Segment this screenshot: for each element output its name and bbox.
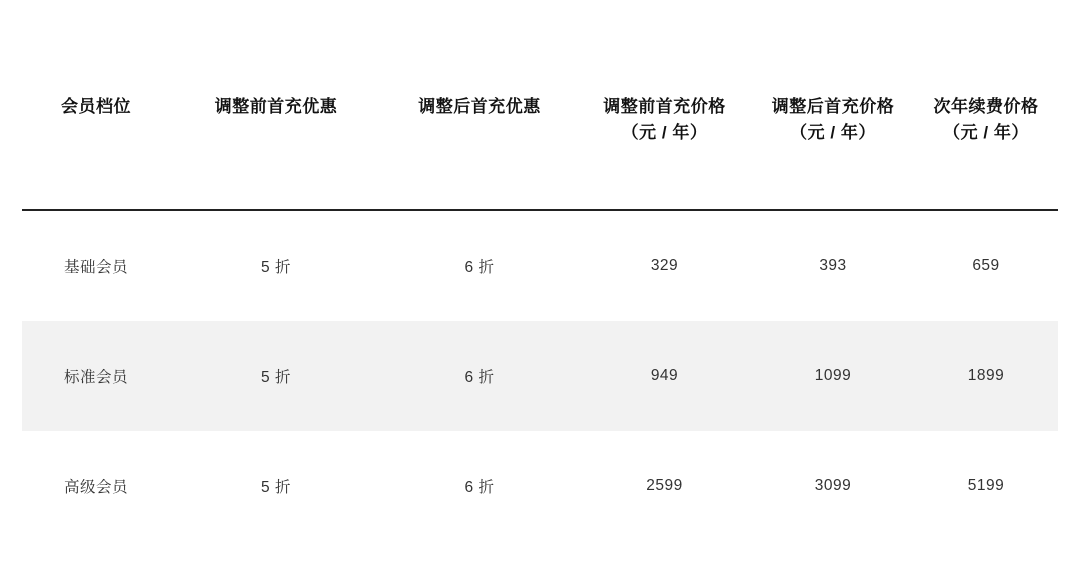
cell-renewal-price: 659 — [972, 256, 1000, 274]
header-line: 调整前首充价格 — [603, 97, 726, 116]
table-row — [22, 321, 1058, 431]
header-line-unit: （元 / 年） — [621, 123, 708, 143]
cell-price-after: 3099 — [814, 476, 852, 494]
table-row — [22, 210, 1058, 321]
header-line: 调整后首充价格 — [771, 97, 895, 116]
header-line: 调整后首充优惠 — [418, 97, 541, 116]
column-header-price-before — [577, 64, 752, 210]
table-row — [22, 431, 1058, 541]
cell-tier: 高级会员 — [63, 478, 128, 496]
cell-discount-before: 5 折 — [261, 478, 291, 496]
cell-price-after: 1099 — [752, 321, 914, 431]
header-line-unit: （元 / 年） — [943, 123, 1029, 143]
cell-discount-after: 6 折 — [464, 258, 495, 276]
membership-pricing-table — [22, 64, 1058, 541]
header-line: 次年续费价格 — [933, 97, 1039, 116]
column-header-renewal-price — [914, 64, 1058, 210]
table-header — [22, 64, 1058, 210]
header-line: 会员档位 — [61, 97, 131, 116]
header-line: 调整前首充优惠 — [214, 97, 338, 116]
header-line-unit: （元 / 年） — [790, 123, 876, 143]
cell-renewal-price: 5199 — [967, 476, 1005, 494]
column-header-discount-before — [170, 64, 382, 210]
cell-renewal-price: 1899 — [914, 321, 1058, 431]
column-header-discount-after — [382, 64, 577, 210]
cell-discount-after: 6 折 — [382, 321, 577, 431]
cell-price-before: 2599 — [646, 476, 683, 494]
cell-price-before: 949 — [577, 321, 752, 431]
header-row — [22, 64, 1058, 210]
column-header-tier — [22, 64, 170, 210]
cell-tier: 标准会员 — [22, 321, 170, 431]
cell-tier: 基础会员 — [63, 258, 128, 276]
cell-discount-after: 6 折 — [464, 478, 495, 496]
cell-price-after: 393 — [819, 256, 847, 274]
column-header-price-after — [752, 64, 914, 210]
cell-discount-before: 5 折 — [170, 321, 382, 431]
cell-discount-before: 5 折 — [261, 258, 291, 276]
cell-price-before: 329 — [650, 256, 679, 274]
table-body — [22, 210, 1058, 541]
